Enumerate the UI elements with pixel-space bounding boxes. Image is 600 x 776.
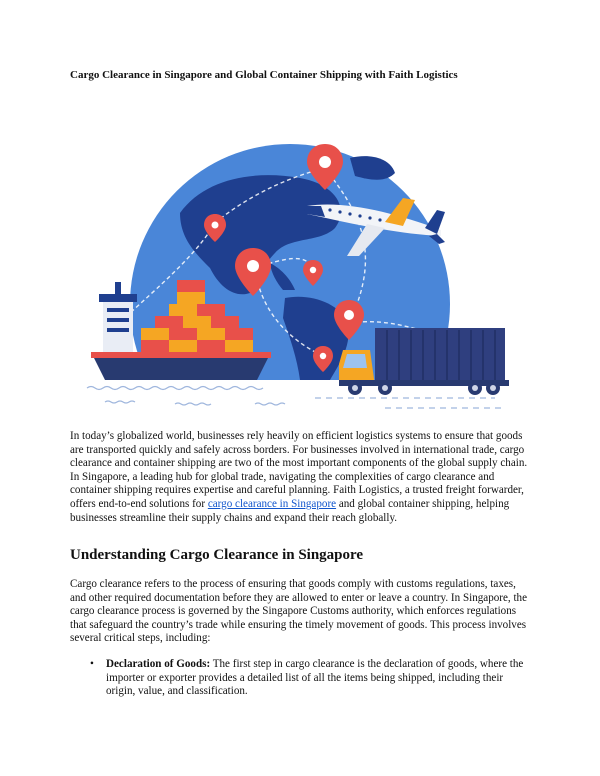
document-title: Cargo Clearance in Singapore and Global Container Shipping with Faith Logistics: [70, 69, 458, 81]
list-item: [90, 658, 532, 699]
bullet-icon: •: [90, 658, 94, 670]
steps-list: [90, 658, 532, 699]
logistics-illustration: [85, 118, 525, 420]
intro-text-cont: and global container shipping, helping businesses streamline their supply chains and expand their reach globally.: [70, 497, 510, 524]
section-heading: Understanding Cargo Clearance in Singapore: [70, 547, 364, 563]
intro-paragraph: [70, 430, 532, 525]
list-item-text: The first step in cargo clearance is the declaration of goods, where the importer or exporter provides a detailed list of all the items being shipped, including their origin, value, and classification.: [106, 658, 524, 698]
cargo-clearance-link[interactable]: cargo clearance in Singapore: [207, 497, 337, 510]
greenland-shape: [350, 156, 395, 180]
intro-text: In today’s globalized world, businesses rely heavily on efficient logistics systems to ensure that goods are transported quickly and safely across borders. For businesses involved in international trade, cargo clearance and container shipping are two of the most important components of the global supply chain. In Singapore, a leading hub for global trade, navigating the complexities of cargo clearance and container shipping requires expertise and careful planning. Faith Logistics, a trusted freight forwarder, offers end-to-end solutions for: [70, 430, 528, 510]
section-paragraph: Cargo clearance refers to the process of ensuring that goods comply with customs regulations, taxes, and other required documentation before they are allowed to enter or leave a country. In Singapore, the cargo clearance process is governed by the Singapore Customs authority, which enforces regulations that safeguard the country’s trade while ensuring the timely movement of goods. This process involves several critical steps, including:: [70, 578, 528, 645]
list-item-label: Declaration of Goods:: [106, 658, 211, 670]
